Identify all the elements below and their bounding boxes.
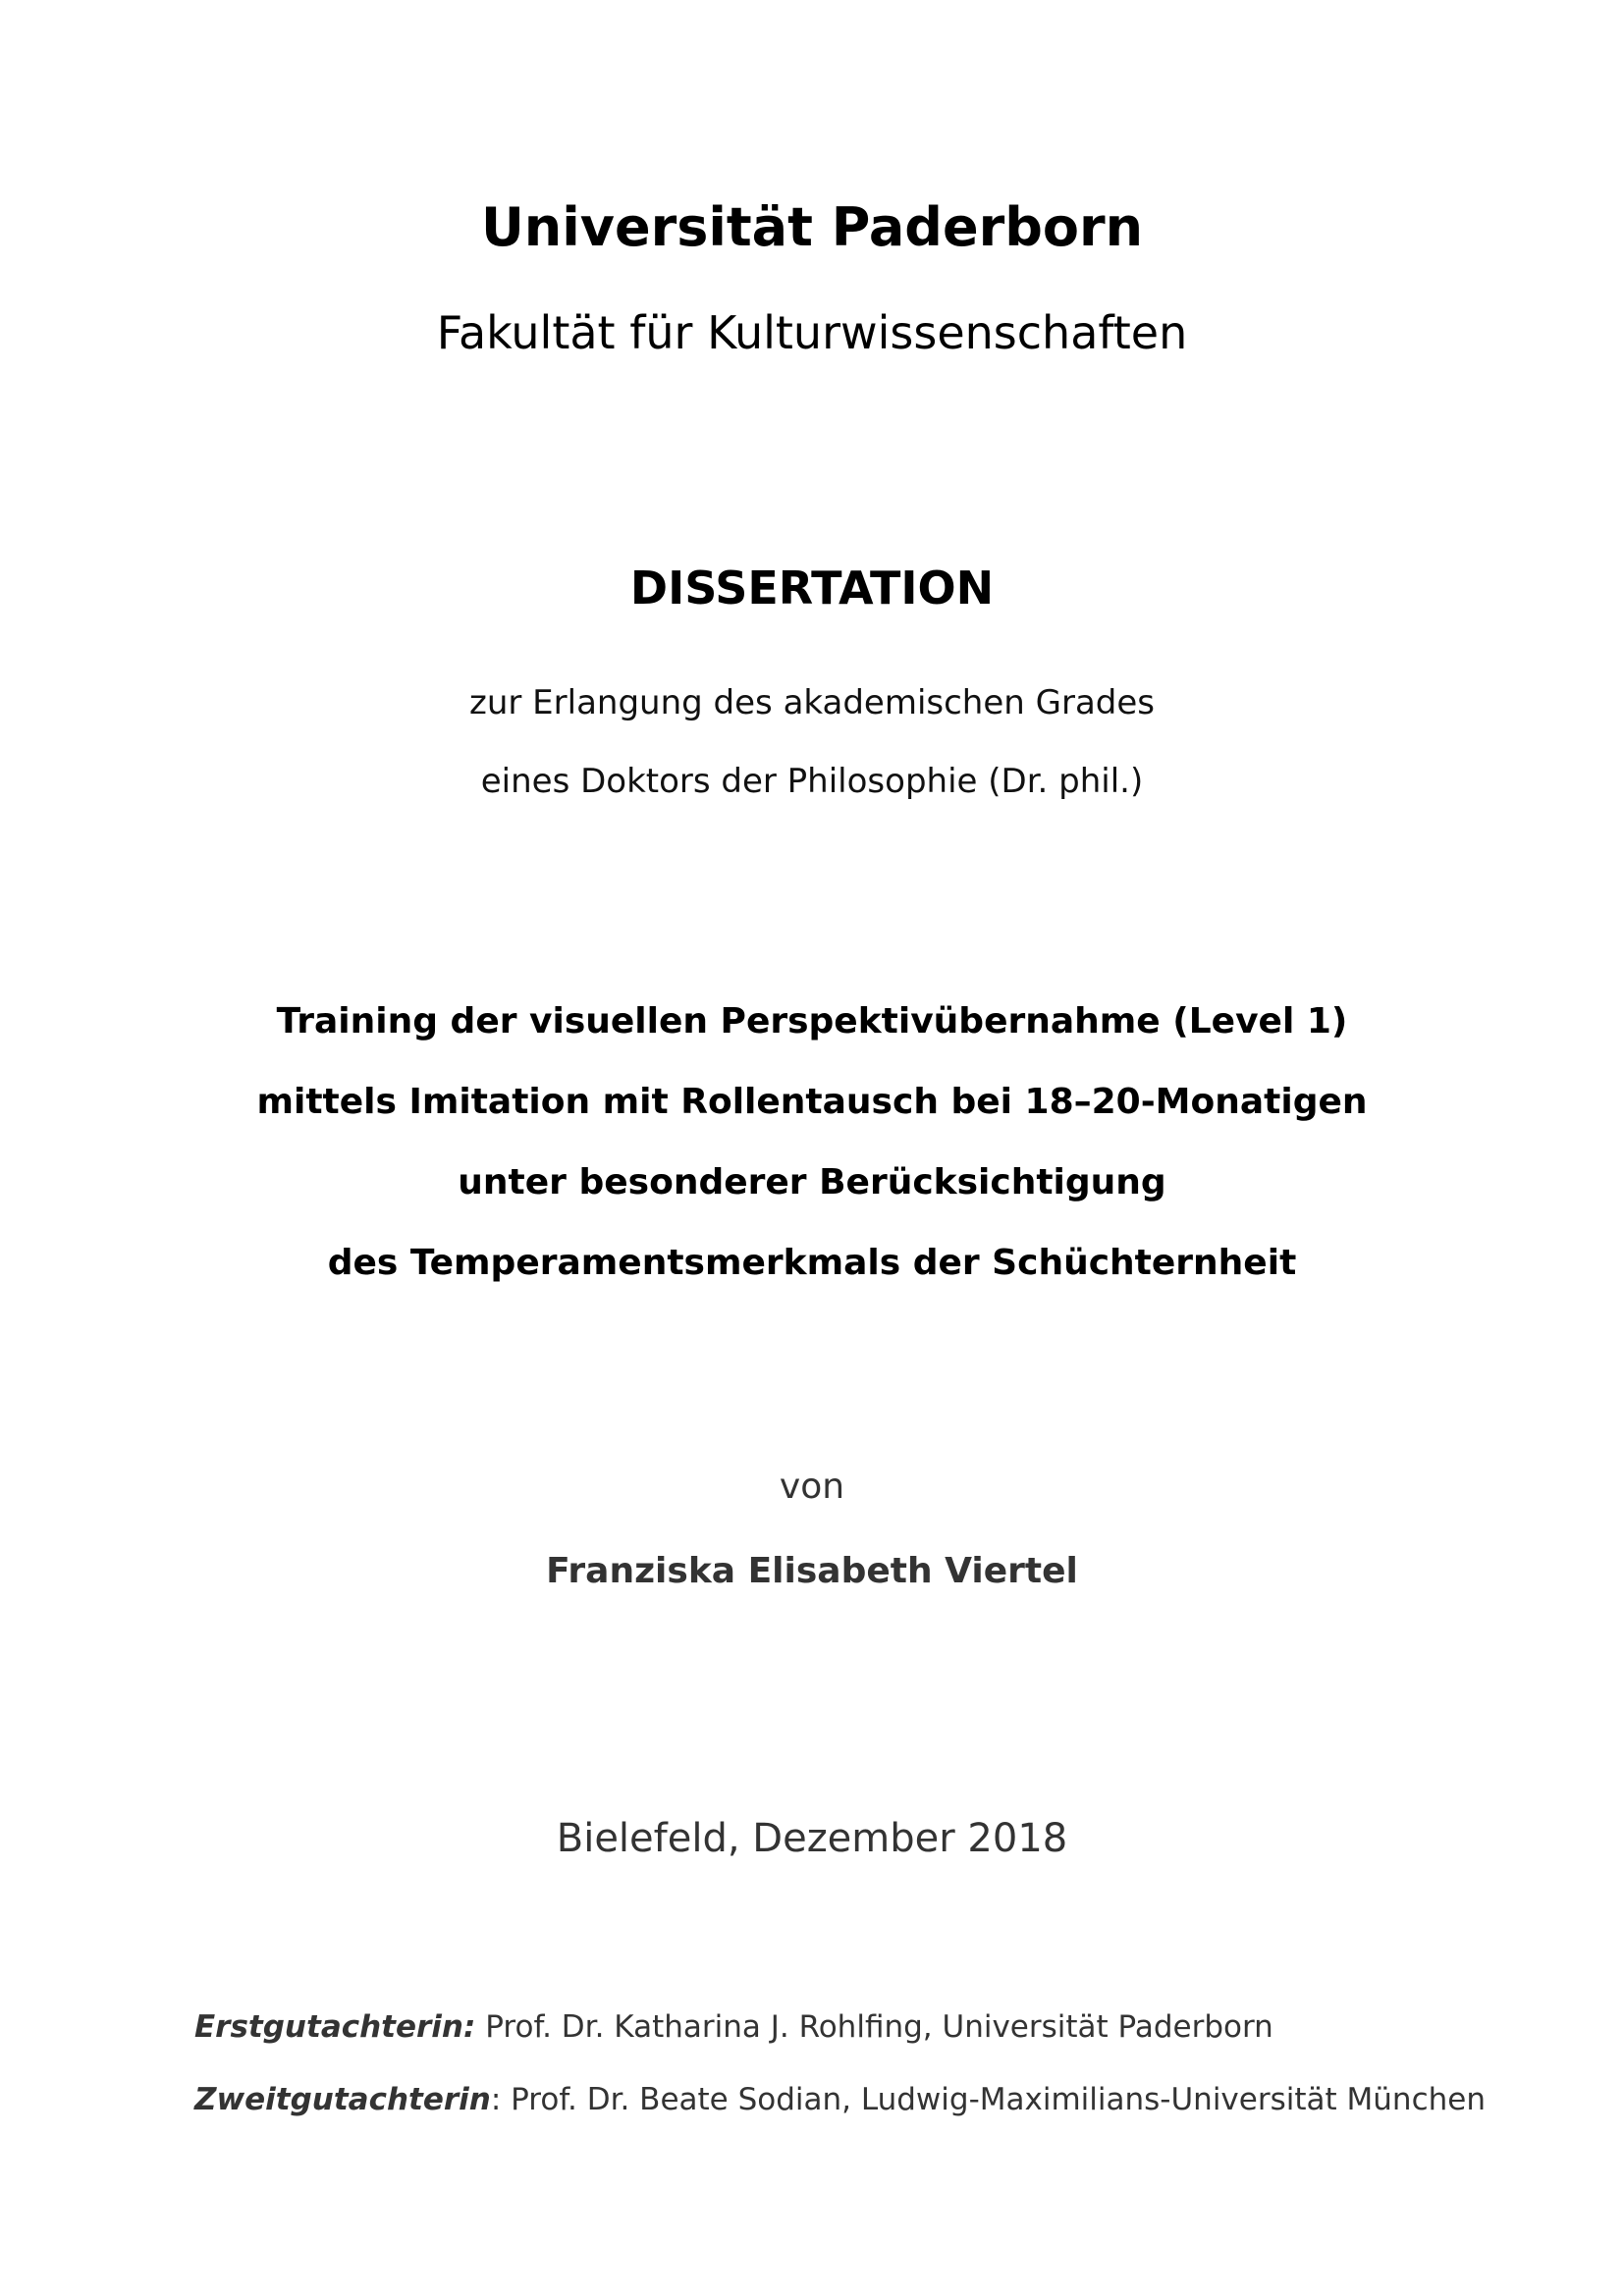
university-name: Universität Paderborn bbox=[480, 196, 1144, 258]
author-name: Franziska Elisabeth Viertel bbox=[546, 1551, 1078, 1591]
reviewer-name: Prof. Dr. Katharina J. Rohlfing, Universität Paderborn bbox=[475, 2009, 1273, 2045]
reviewer-role: Erstgutachterin: bbox=[194, 2009, 476, 2045]
degree-purpose-line: eines Doktors der Philosophie (Dr. phil.) bbox=[480, 762, 1144, 801]
thesis-title-line: Training der visuellen Perspektivübernahme (Level 1) bbox=[276, 1001, 1348, 1041]
reviewer-second bbox=[194, 2063, 1569, 2136]
reviewers-block bbox=[194, 1991, 1569, 2136]
thesis-title bbox=[0, 982, 1624, 1304]
document-type: DISSERTATION bbox=[629, 561, 995, 614]
faculty-name: Fakultät für Kulturwissenschaften bbox=[436, 306, 1188, 359]
degree-purpose bbox=[0, 664, 1624, 821]
place-and-date: Bielefeld, Dezember 2018 bbox=[556, 1816, 1068, 1861]
reviewer-role: Zweitgutachterin bbox=[194, 2082, 491, 2117]
degree-purpose-line: zur Erlangung des akademischen Grades bbox=[469, 683, 1155, 722]
thesis-title-line: des Temperamentsmerkmals der Schüchternheit bbox=[327, 1243, 1297, 1283]
thesis-title-line: mittels Imitation mit Rollentausch bei 18–20-Monatigen bbox=[256, 1082, 1368, 1122]
reviewer-name: : Prof. Dr. Beate Sodian, Ludwig-Maximilians-Universität München bbox=[490, 2082, 1486, 2117]
reviewer-first bbox=[194, 1991, 1569, 2063]
by-label: von bbox=[779, 1467, 845, 1507]
thesis-title-line: unter besonderer Berücksichtigung bbox=[458, 1162, 1166, 1202]
